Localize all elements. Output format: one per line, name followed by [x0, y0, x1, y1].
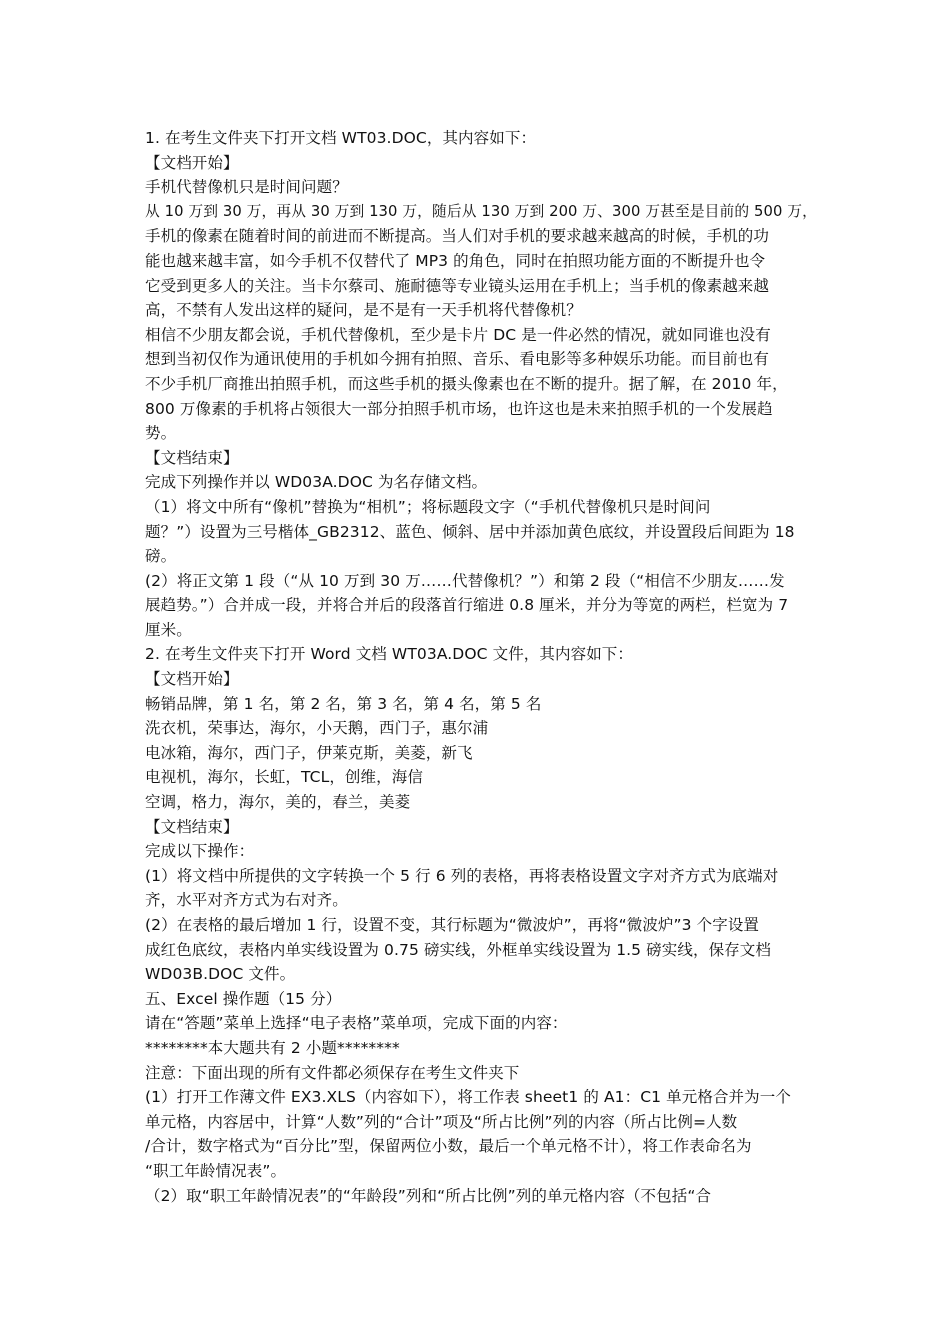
document-line: 势。 [145, 424, 177, 443]
document-line: 【文档开始】 [145, 153, 239, 172]
document-line: 畅销品牌，第 1 名，第 2 名，第 3 名，第 4 名，第 5 名 [145, 694, 542, 713]
document-line: 电视机，海尔，长虹，TCL，创维，海信 [145, 768, 423, 787]
document-line: 从 10 万到 30 万，再从 30 万到 130 万，随后从 130 万到 200 万、300 万甚至是目前的 500 万， [145, 202, 817, 220]
document-line: （1）将文中所有“像机”替换为“相机”；将标题段文字（“手机代替像机只是时间问 [145, 497, 711, 516]
document-line: 相信不少朋友都会说，手机代替像机，至少是卡片 DC 是一件必然的情况，就如同谁也没有 [145, 325, 771, 344]
document-line: 手机代替像机只是时间问题？ [145, 178, 348, 197]
document-line: 手机的像素在随着时间的前进而不断提高。当人们对手机的要求越来越高的时候，手机的功 [145, 227, 770, 246]
document-line: 注意：下面出现的所有文件都必须保存在考生文件夹下 [145, 1063, 520, 1082]
document-line: 能也越来越丰富，如今手机不仅替代了 MP3 的角色，同时在拍照功能方面的不断提升也令 [145, 251, 766, 270]
document-line: 完成下列操作并以 WD03A.DOC 为名存储文档。 [145, 473, 488, 492]
document-line: (2）将正文第 1 段（“从 10 万到 30 万……代替像机？”）和第 2 段（“相信不少朋友……发 [145, 571, 785, 590]
document-line: 厘米。 [145, 620, 192, 639]
document-line: /合计，数字格式为“百分比”型，保留两位小数，最后一个单元格不计），将工作表命名为 [145, 1137, 752, 1156]
document-line: 2. 在考生文件夹下打开 Word 文档 WT03A.DOC 文件，其内容如下： [145, 645, 633, 664]
document-line: 电冰箱，海尔，西门子，伊莱克斯，美菱，新飞 [145, 743, 473, 762]
document-line: （2）取“职工年龄情况表”的“年龄段”列和“所占比例”列的单元格内容（不包括“合 [145, 1186, 712, 1205]
document-line: 【文档结束】 [145, 817, 239, 836]
document-line: 齐，水平对齐方式为右对齐。 [145, 891, 348, 910]
document-line: 单元格，内容居中，计算“人数”列的“合计”项及“所占比例”列的内容（所占比例=人数 [145, 1112, 738, 1131]
document-line: 洗衣机，荣事达，海尔，小天鹅，西门子，惠尔浦 [145, 719, 489, 738]
document-line: (2）在表格的最后增加 1 行，设置不变，其行标题为“微波炉”，再将“微波炉”3 个字设置 [145, 916, 760, 934]
document-line: 成红色底纹，表格内单实线设置为 0.75 磅实线，外框单实线设置为 1.5 磅实线，保存文档 [145, 940, 771, 959]
document-line: (1）打开工作薄文件 EX3.XLS（内容如下），将工作表 sheet1 的 A1：C1 单元格合并为一个 [145, 1088, 791, 1107]
document-line: 展趋势。”）合并成一段，并将合并后的段落首行缩进 0.8 厘米，并分为等宽的两栏，栏宽为 7 [145, 596, 789, 615]
document-line: “职工年龄情况表”。 [145, 1161, 287, 1180]
document-line: 【文档结束】 [145, 448, 239, 467]
document-line: 完成以下操作： [145, 842, 255, 861]
document-line: 五、Excel 操作题（15 分） [145, 989, 342, 1008]
document-line: 【文档开始】 [145, 670, 239, 689]
document-line: 800 万像素的手机将占领很大一部分拍照手机市场，也许这也是未来拍照手机的一个发展趋 [145, 399, 773, 418]
document-line: 不少手机厂商推出拍照手机，而这些手机的摄头像素也在不断的提升。据了解，在 2010 年， [145, 374, 788, 393]
document-line: 想到当初仅作为通讯使用的手机如今拥有拍照、音乐、看电影等多种娱乐功能。而目前也有 [145, 350, 770, 369]
document-line: (1）将文档中所提供的文字转换一个 5 行 6 列的表格，再将表格设置文字对齐方式为底端对 [145, 866, 779, 885]
document-line: 1. 在考生文件夹下打开文档 WT03.DOC，其内容如下： [145, 129, 537, 147]
document-line: 它受到更多人的关注。当卡尔蔡司、施耐德等专业镜头运用在手机上；当手机的像素越来越 [145, 276, 770, 295]
document-line: 请在“答题”菜单上选择“电子表格”菜单项，完成下面的内容： [145, 1014, 568, 1033]
document-line: ********本大题共有 2 小题******** [145, 1038, 400, 1057]
document-line: 磅。 [145, 547, 177, 566]
document-line: WD03B.DOC 文件。 [145, 965, 296, 984]
document-page [145, 126, 817, 1208]
document-line: 高，不禁有人发出这样的疑问，是不是有一天手机将代替像机？ [145, 301, 582, 320]
document-line: 空调，格力，海尔，美的，春兰，美菱 [145, 793, 411, 812]
document-line: 题？”）设置为三号楷体_GB2312、蓝色、倾斜、居中并添加黄色底纹，并设置段后间距为 18 [145, 522, 795, 541]
